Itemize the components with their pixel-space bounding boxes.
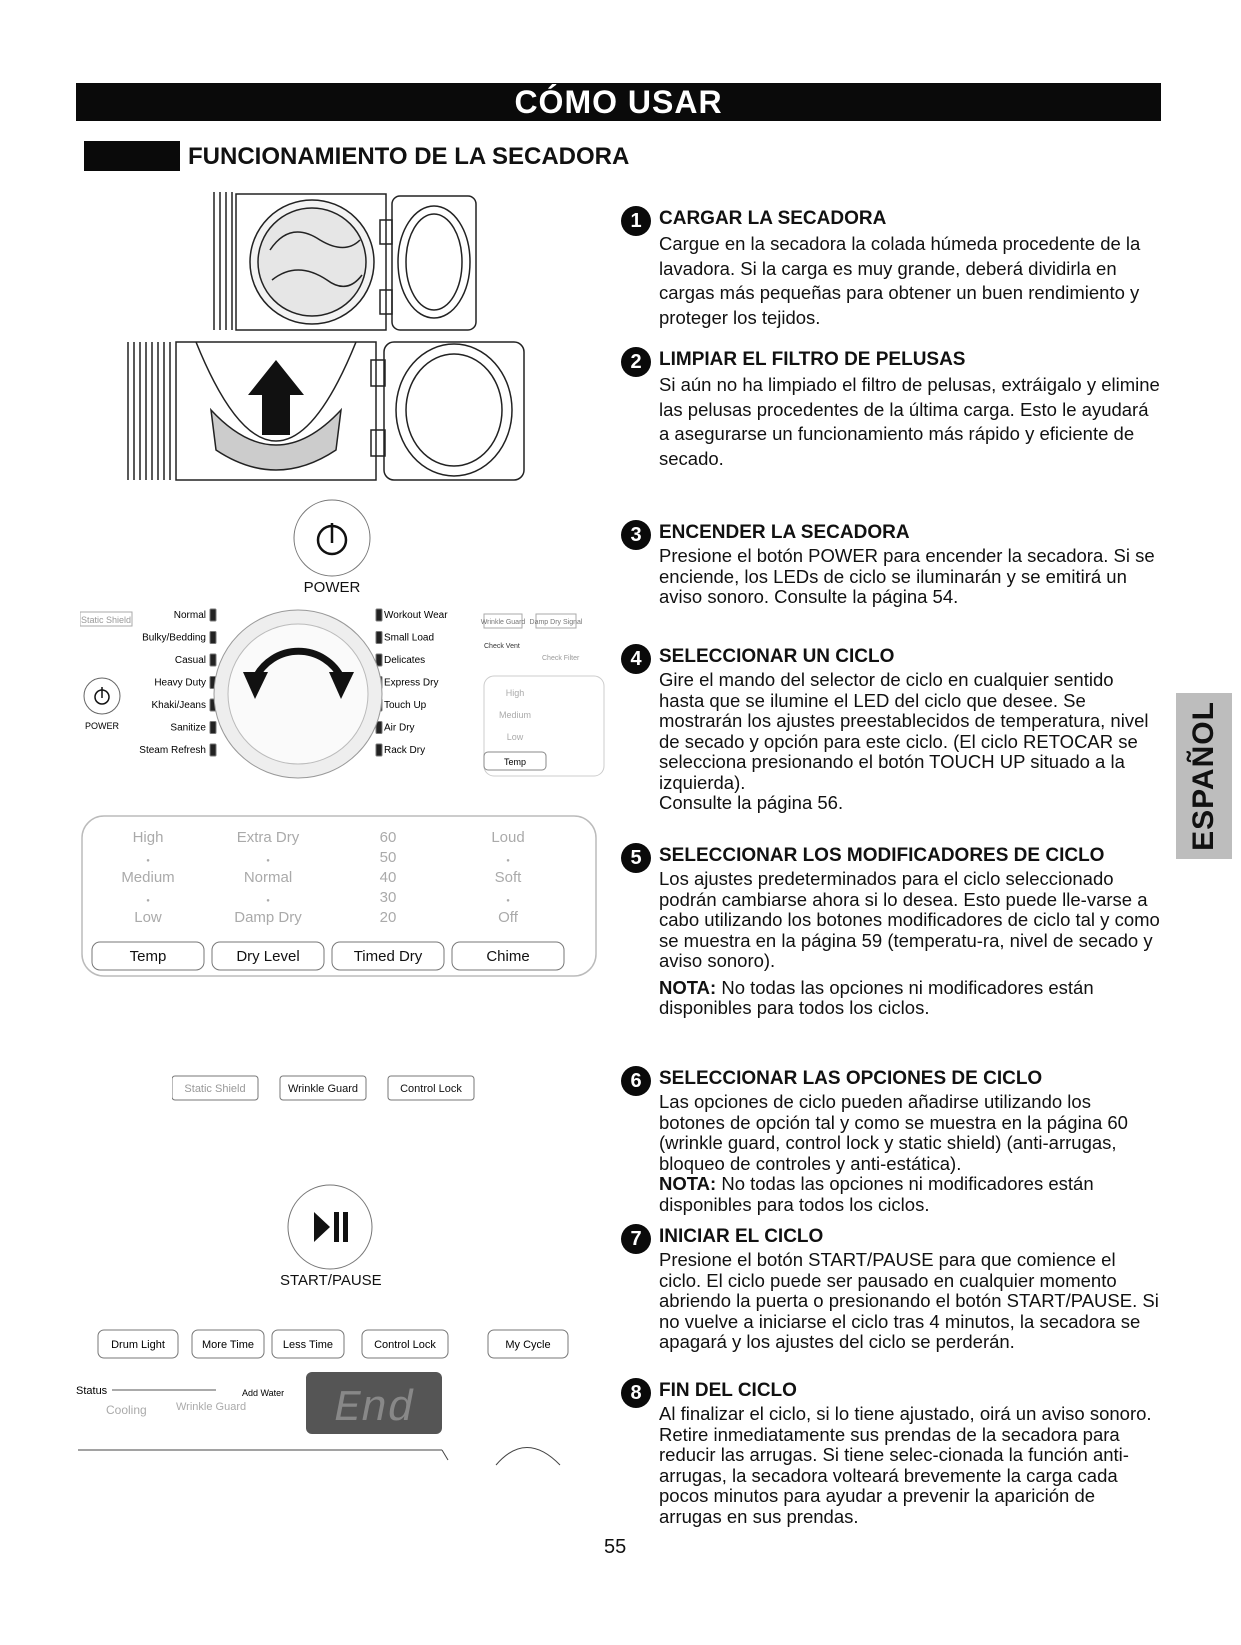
modifier-chime-level: Loud xyxy=(491,829,525,846)
step-title: FIN DEL CICLO xyxy=(659,1380,797,1401)
step-number: 8 xyxy=(621,1378,651,1408)
step-text: Al finalizar el ciclo, si lo tiene ajustado, oirá un aviso sonoro. Retire inmediatamente sus prendas de la secadora para reducir las arrugas. Si tiene selec-cionada la función anti-arrugas, la secadora volteará brevemente la carga cada pocos minutos para ayudar a prevenir la aparición de arrugas en sus prendas. xyxy=(659,1403,1152,1527)
cycle-led xyxy=(210,744,216,756)
cycle-led xyxy=(210,722,216,734)
page-number: 55 xyxy=(604,1536,627,1558)
cycle-modifiers-panel xyxy=(80,812,600,982)
modifier-button-label: Chime xyxy=(486,948,530,965)
temp-level-label: Low xyxy=(506,732,524,742)
dryer-loading-illustration xyxy=(212,190,512,340)
modifier-timed-dry: 60 xyxy=(379,829,397,846)
modifier-timed-dry: 40 xyxy=(379,869,397,886)
modifier-temp-level: Medium xyxy=(121,869,175,886)
step-title: INICIAR EL CICLO xyxy=(659,1226,824,1247)
step-number: 2 xyxy=(621,347,651,377)
cycle-led xyxy=(376,632,382,644)
modifier-dot: ● xyxy=(146,898,150,904)
cycle-led xyxy=(210,654,216,666)
modifier-chime-level: Soft xyxy=(494,869,522,886)
step-note: NOTA: No todas las opciones ni modificadores están disponibles para todos los ciclos. xyxy=(659,1173,1094,1215)
static-shield-label: Static Shield xyxy=(80,615,132,625)
cycle-label-right: Small Load xyxy=(384,632,435,644)
start-pause-figure xyxy=(280,1182,380,1289)
step-title: SELECCIONAR LOS MODIFICADORES DE CICLO xyxy=(659,845,1105,866)
cycle-label-left: Steam Refresh xyxy=(139,745,206,756)
wrinkle-guard-label: Wrinkle Guard xyxy=(480,619,526,626)
cycle-selector-panel xyxy=(80,604,605,784)
step-text: Cargue en la secadora la colada húmeda procedente de la lavadora. Si la carga es muy grande, deberá dividirla en cargas más pequeñas para obtener un buen rendimiento y proteger los tejidos. xyxy=(659,233,1141,328)
cycle-label-right: Touch Up xyxy=(384,700,427,711)
modifier-button-label: Temp xyxy=(129,948,167,965)
step-title: SELECCIONAR UN CICLO xyxy=(659,646,895,667)
modifier-timed-dry: 20 xyxy=(379,909,397,926)
step-4 xyxy=(621,644,1161,814)
option-button-label: Static Shield xyxy=(184,1083,246,1095)
end-display-text: End xyxy=(334,1384,414,1434)
section-marker xyxy=(84,141,180,171)
language-tab: ESPAÑOL xyxy=(1176,693,1232,859)
modifier-dot: ● xyxy=(266,858,270,864)
cycle-label-left: Sanitize xyxy=(170,722,206,734)
step-2 xyxy=(621,347,1161,471)
step-title: CARGAR LA SECADORA xyxy=(659,208,887,229)
cycle-options-panel xyxy=(172,1062,492,1118)
step-title: LIMPIAR EL FILTRO DE PELUSAS xyxy=(659,349,966,370)
cycle-label-right: Air Dry xyxy=(384,722,415,734)
status-wrinkle-guard: Wrinkle Guard xyxy=(176,1401,247,1413)
step-title: ENCENDER LA SECADORA xyxy=(659,522,910,543)
end-panel-button-label: Control Lock xyxy=(374,1339,436,1351)
step-number: 1 xyxy=(621,206,651,236)
cycle-label-left: Bulky/Bedding xyxy=(142,632,206,644)
step-text: Presione el botón START/PAUSE para que comience el ciclo. El ciclo puede ser pausado en cualquier momento abriendo la puerta o presionando el botón START/PAUSE. Si no vuelve a iniciarse el ciclo tras 4 minutos, la secadora se apagará y los ajustes del ciclo se perderán. xyxy=(659,1249,1159,1352)
step-3 xyxy=(621,520,1161,608)
cycle-led xyxy=(376,744,382,756)
modifier-dry-level: Normal xyxy=(243,869,293,886)
step-8 xyxy=(621,1378,1161,1527)
temp-button-label: Temp xyxy=(503,757,527,767)
step-text: Presione el botón POWER para encender la secadora. Si se enciende, los LEDs de ciclo se iluminarán y se emitirá un aviso sonoro. Consulte la página 54. xyxy=(659,545,1155,607)
step-7 xyxy=(621,1224,1161,1353)
modifier-temp-level: High xyxy=(132,829,164,846)
modifier-timed-dry: 30 xyxy=(379,889,397,906)
temp-level-label: High xyxy=(505,688,525,698)
step-text: Los ajustes predeterminados para el ciclo seleccionado podrán cambiarse ahora si lo desea. Esto puede lle-varse a cabo utilizando los botones modificadores de ciclo tal y como se muestra en la página 59 (temperatu-ra, nivel de secado y aviso sonoro). xyxy=(659,868,1160,971)
lint-filter-illustration xyxy=(126,340,526,482)
temp-level-label: Medium xyxy=(498,710,532,720)
modifier-button-label: Timed Dry xyxy=(353,948,423,965)
end-panel-button-label: Less Time xyxy=(282,1339,334,1351)
step-title: SELECCIONAR LAS OPCIONES DE CICLO xyxy=(659,1068,1043,1089)
cycle-led xyxy=(376,609,382,621)
panel-power-label: POWER xyxy=(84,721,120,731)
modifier-dry-level: Extra Dry xyxy=(236,829,300,846)
modifier-dot: ● xyxy=(266,898,270,904)
modifier-dot: ● xyxy=(146,858,150,864)
cycle-label-right: Express Dry xyxy=(384,677,439,689)
option-button-label: Wrinkle Guard xyxy=(287,1083,359,1095)
add-water-label: Add Water xyxy=(242,1388,285,1398)
cycle-label-right: Delicates xyxy=(384,655,426,666)
step-text: Gire el mando del selector de ciclo en cualquier sentido hasta que se ilumine el LED del ciclo que desee. Se mostrarán los ajustes preestablecidos de temperatura, nivel de secado y opción para este ciclo. (El ciclo RETOCAR se selecciona presionando el botón TOUCH UP situado a la izquierda). xyxy=(659,669,1149,793)
damp-dry-label: Damp Dry Signal xyxy=(529,619,583,626)
modifier-temp-level: Low xyxy=(134,909,162,926)
cycle-label-left: Khaki/Jeans xyxy=(151,700,206,711)
power-button-figure xyxy=(287,497,377,596)
step-number: 5 xyxy=(621,843,651,873)
modifier-dot: ● xyxy=(506,898,510,904)
step-text: Si aún no ha limpiado el filtro de pelusas, extráigalo y elimine las pelusas procedentes de la última carga. Esto le ayudará a asegurarse un funcionamiento más rápido y eficiente de secado. xyxy=(659,374,1160,469)
cycle-led xyxy=(210,632,216,644)
modifier-dry-level: Damp Dry xyxy=(234,909,302,926)
power-label: POWER xyxy=(303,579,361,596)
modifier-chime-level: Off xyxy=(498,909,518,926)
end-panel-button-label: Drum Light xyxy=(111,1339,165,1351)
cycle-label-left: Heavy Duty xyxy=(154,677,206,689)
section-title: FUNCIONAMIENTO DE LA SECADORA xyxy=(188,143,630,170)
step-text: Las opciones de ciclo pueden añadirse utilizando los botones de opción tal y como se muestra en la página 60 (wrinkle guard, control lock y static shield) (anti-arrugas, bloqueo de controles y anti-estática). xyxy=(659,1091,1128,1174)
end-panel-button-label: More Time xyxy=(202,1339,254,1351)
cycle-led xyxy=(210,609,216,621)
step-1 xyxy=(621,206,1161,330)
cycle-label-right: Workout Wear xyxy=(384,610,448,621)
step-number: 4 xyxy=(621,644,651,674)
status-label: Status xyxy=(76,1385,108,1397)
status-cooling: Cooling xyxy=(106,1403,147,1417)
step-number: 3 xyxy=(621,520,651,550)
step-number: 7 xyxy=(621,1224,651,1254)
modifier-button-label: Dry Level xyxy=(236,948,300,965)
check-filter-label: Check Filter xyxy=(542,655,580,662)
start-pause-label: START/PAUSE xyxy=(280,1272,382,1289)
cycle-label-left: Normal xyxy=(173,610,206,621)
step-text-ref: Consulte la página 56. xyxy=(659,792,844,813)
modifier-dot: ● xyxy=(506,858,510,864)
step-number: 6 xyxy=(621,1066,651,1096)
modifier-timed-dry: 50 xyxy=(379,849,397,866)
option-button-label: Control Lock xyxy=(400,1083,462,1095)
page-banner: CÓMO USAR xyxy=(76,83,1161,121)
end-panel-button-label: My Cycle xyxy=(505,1339,551,1351)
cycle-label-left: Casual xyxy=(174,655,206,666)
step-6 xyxy=(621,1066,1161,1215)
end-display-panel xyxy=(76,1320,596,1470)
step-5 xyxy=(621,843,1161,1019)
step-note: NOTA: No todas las opciones ni modificadores están disponibles para todos los ciclos. xyxy=(659,976,1094,1018)
check-vent-label: Check Vent xyxy=(484,643,520,650)
cycle-label-right: Rack Dry xyxy=(384,745,426,756)
